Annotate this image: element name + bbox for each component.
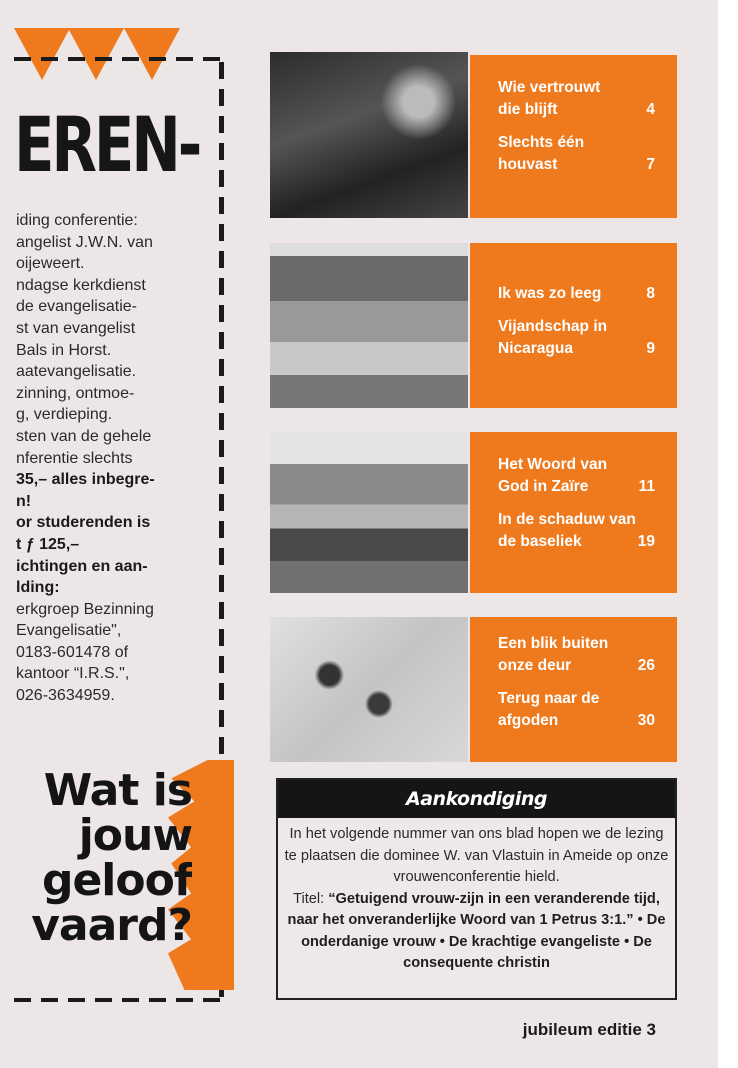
- info-line: lding:: [16, 579, 60, 597]
- contents-item[interactable]: [498, 633, 655, 677]
- info-line: angelist J.W.N. van: [16, 233, 153, 251]
- dashed-border-top: [14, 57, 224, 61]
- conference-info: [16, 210, 216, 707]
- callout-line: Wat is: [43, 768, 192, 816]
- orange-triangle: [68, 28, 124, 80]
- contents-box: [470, 432, 677, 593]
- info-line: ndagse kerkdienst: [16, 276, 146, 294]
- info-line: zinning, ontmoe-: [16, 384, 135, 402]
- info-line: nferentie slechts: [16, 449, 133, 467]
- announcement-intro: In het volgende nummer van ons blad hopen we de lezing te plaatsen die dominee W. van Vlastuin in Ameide op onze vrouwenconferentie hield.: [284, 826, 669, 885]
- callout-line: geloof: [41, 855, 192, 906]
- contents-item[interactable]: [498, 454, 655, 498]
- info-line: 026-3634959.: [16, 687, 115, 705]
- page-footer: jubileum editie 3: [522, 1020, 656, 1039]
- contents-title: Terug naar de afgoden: [498, 690, 600, 729]
- announcement-body: [278, 818, 675, 981]
- contents-page-number: 11: [638, 478, 655, 495]
- contents-page-number: 9: [646, 340, 655, 357]
- contents-item[interactable]: [498, 509, 655, 553]
- info-line: 0183-601478 of: [16, 643, 129, 661]
- contents-item[interactable]: [498, 688, 655, 732]
- info-line: de evangelisatie-: [16, 298, 137, 316]
- callout-line: vaard?: [31, 900, 192, 948]
- contents-box: [470, 55, 677, 218]
- info-line: kantoor “I.R.S.",: [16, 665, 130, 683]
- contents-item[interactable]: [498, 132, 655, 176]
- info-line: Bals in Horst.: [16, 341, 112, 359]
- info-line: erkgroep Bezinning: [16, 600, 154, 618]
- contents-item[interactable]: [498, 77, 655, 121]
- info-line: or studerenden is: [16, 514, 151, 532]
- contents-page-number: 7: [646, 156, 655, 173]
- info-line: sten van de gehele: [16, 427, 152, 445]
- contents-page-number: 30: [637, 712, 655, 729]
- orange-triangle: [124, 28, 180, 80]
- announcement-title: “Getuigend vrouw-zijn in een veranderende tijd, naar het onveranderlijke Woord van 1 Petrus 3:1.” • De onderdanige vrouw • De krachtige evangeliste • De consequente christin: [287, 890, 666, 971]
- contents-page-number: 4: [646, 101, 655, 118]
- info-line: iding conferentie:: [16, 212, 138, 229]
- contents-title: Wie vertrouwt die blijft: [498, 79, 601, 118]
- photo-trumpeter: [270, 52, 468, 218]
- contents-title: Vijandschap in Nicaragua: [498, 318, 608, 357]
- announcement-title-label: Titel:: [293, 890, 329, 907]
- dashed-border-bottom: [14, 998, 224, 1002]
- announcement-heading: Aankondiging: [278, 780, 675, 818]
- photo-hut: [270, 243, 468, 408]
- contents-box: [470, 617, 677, 762]
- info-line: aatevangelisatie.: [16, 363, 137, 381]
- contents-page-number: 19: [637, 533, 655, 550]
- info-line: st van evangelist: [16, 319, 136, 337]
- contents-item[interactable]: [498, 283, 655, 305]
- contents-item[interactable]: [498, 316, 655, 360]
- info-line: g, verdieping.: [16, 406, 113, 424]
- callout-headline: [0, 768, 192, 948]
- info-line: 35,– alles inbegre-: [16, 471, 155, 489]
- photo-street: [270, 432, 468, 593]
- contents-title: In de schaduw van de baseliek: [498, 511, 636, 550]
- info-line: Evangelisatie",: [16, 622, 122, 640]
- info-line: oijeweert.: [16, 255, 85, 273]
- info-line: n!: [16, 492, 32, 510]
- contents-title: Slechts één houvast: [498, 134, 585, 173]
- contents-box: [470, 243, 677, 408]
- contents-title: Een blik buiten onze deur: [498, 635, 609, 674]
- contents-page-number: 26: [637, 657, 655, 674]
- headline-fragment: EREN-: [14, 100, 200, 189]
- info-line: t ƒ 125,–: [16, 535, 80, 553]
- photo-idols: [270, 617, 468, 762]
- contents-title: Het Woord van God in Zaïre: [498, 456, 608, 495]
- contents-title: Ik was zo leeg: [498, 285, 602, 302]
- contents-page-number: 8: [646, 285, 655, 302]
- announcement-box: [276, 778, 677, 1000]
- orange-triangle: [14, 28, 70, 80]
- info-line: ichtingen en aan-: [16, 557, 148, 575]
- callout-line: jouw: [78, 810, 192, 861]
